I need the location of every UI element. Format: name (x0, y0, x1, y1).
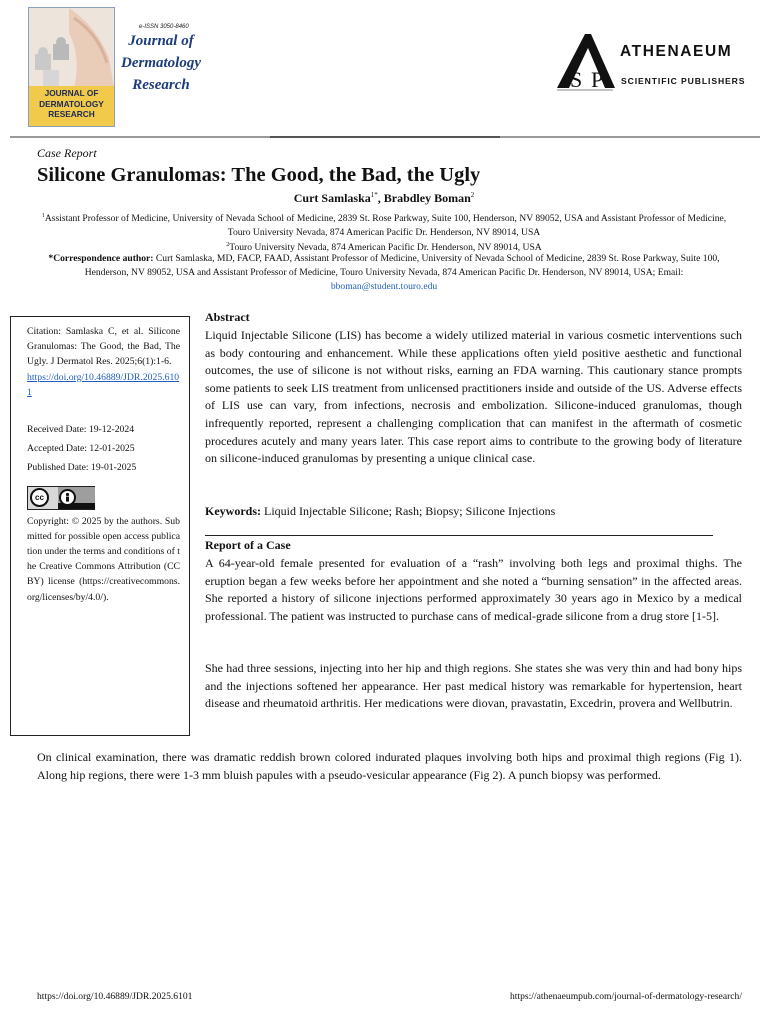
author-name: Brabdley Boman (383, 191, 471, 205)
footer-journal-url[interactable]: https://athenaeumpub.com/journal-of-dermatology-research/ (509, 991, 742, 1002)
page-header (0, 0, 768, 140)
cover-puzzle-art (29, 8, 114, 88)
cover-label (29, 86, 114, 126)
abstract-heading: Abstract (205, 310, 250, 324)
eissn-label: e-ISSN 3050-8460 (139, 24, 189, 30)
author-list (0, 191, 768, 206)
doi-link[interactable]: https://doi.org/10.46889/JDR.2025.6101 (27, 371, 180, 398)
affiliation-2-superscript: 2 (226, 242, 230, 248)
report-heading: Report of a Case (205, 538, 291, 552)
citation-sidebar (10, 316, 190, 736)
svg-text:P: P (591, 67, 604, 92)
affiliation-1-superscript: 1 (41, 213, 45, 219)
journal-title (114, 30, 208, 96)
cover-label-line-1: JOURNAL OF (44, 88, 99, 98)
cc-by-license-icon[interactable] (27, 486, 95, 510)
keywords-label: Keywords: (205, 504, 261, 518)
cover-label-line-3: RESEARCH (48, 109, 95, 119)
citation-text: Citation: Samlaska C, et al. Silicone Granulomas: The Good, the Bad, The Ugly. J Dermatol Res. 2025;6(1):1-6. (27, 326, 180, 368)
affiliation-1 (40, 209, 728, 241)
keywords-line (205, 503, 742, 521)
accepted-date: Accepted Date: 12-01-2025 (27, 443, 135, 455)
copyright-text: Copyright: © 2025 by the authors. Submitted for possible open access publication under the terms and conditions of the Creative Commons Attribution (CCBY) license (https://creativecommons.org/licenses/by/4.0/). (27, 515, 180, 603)
attribution-person-icon (59, 489, 76, 506)
abstract-text: Liquid Injectable Silicone (LIS) has become a widely utilized material in various cosmetic interventions such as body contouring and enhancement. While these applications often yield positive aesthetic and functional outcomes, the use of silicone is not without risks, earning an FDA warning. This cautionary stance prompts some patients to seek LIS treatment from unlicensed practitioners inside and outside of the US. Adverse effects of LIS use can vary, from infections, necrosis and embolization. Silicone-induced granulomas, though infrequently reported, represent a challenging complication that can manifest in the aftermath of cosmetic procedures acutely and many years later. This case report aims to contribute to the growing body of literature on silicone-induced granulomas by presenting a unique clinical case. (205, 328, 742, 466)
correspondence-block (40, 252, 728, 295)
dates-block (27, 422, 180, 476)
received-date: Received Date: 19-12-2024 (27, 424, 135, 436)
author-name: Curt Samlaska (293, 191, 371, 205)
svg-text:S: S (570, 67, 583, 92)
cover-label-line-2: DERMATOLOGY (39, 98, 104, 109)
correspondence-email-link[interactable]: bboman@student.touro.edu (330, 281, 438, 293)
correspondence-text: Curt Samlaska, MD, FACP, FAAD, Assistant Professor of Medicine, University of Nevada School of Medicine, 2839 St. Rose Parkway, Suite 100, Henderson, NV 89052, USA and Assistant Professor of Medicine, Touro University Nevada, 874 American Pacific Dr. Henderson, NV 89014, USA; Email: (84, 253, 720, 279)
author-superscript: 2 (470, 191, 475, 199)
publisher-subtitle: SCIENTIFIC PUBLISHERS (621, 76, 746, 86)
article-type: Case Report (37, 146, 97, 160)
keywords-text: Liquid Injectable Silicone; Rash; Biopsy; Silicone Injections (261, 504, 556, 518)
published-date: Published Date: 19-01-2025 (27, 462, 137, 474)
affiliation-1-text: Assistant Professor of Medicine, University of Nevada School of Medicine, 2839 St. Rose Parkway, Suite 100, Henderson, NV 89052, USA and Assistant Professor of Medicine, Touro University Nevada, 874 American Pacific Dr. Henderson, NV 89014, USA (44, 213, 727, 239)
journal-cover-image (28, 7, 115, 127)
footer-doi[interactable]: https://doi.org/10.46889/JDR.2025.6101 (37, 991, 193, 1002)
report-paragraph-2: She had three sessions, injecting into her hip and thigh regions. She states she was very thin and had bony hips and the injections softened her appearance. Her past medical history was remarkable for hypertension, heart disease and rheumatoid arthritis. Her medications were diovan, pravastatin, Excedrin, provera and Wellbutrin. (205, 661, 742, 711)
report-paragraph-3: On clinical examination, there was dramatic reddish brown colored indurated plaques involving both hips and proximal thigh regions (Fig 1). Along hip regions, there were 1-3 mm bluish papules with a pseudo-vesicular appearance (Fig 2). A punch biopsy was performed. (37, 750, 742, 782)
report-paragraph-1: A 64-year-old female presented for evaluation of a “rash” involving both legs and proximal thighs. The eruption began a few weeks before her appointment and she noted a “burning sensation” in the affected areas. She reported a history of silicone injections performed approximately 30 years ago in Mexico by a medical professional. The patient was instructed to purchase cans of medical-grade silicone from a drug store [1-5]. (205, 556, 742, 623)
article-title: Silicone Granulomas: The Good, the Bad, the Ugly (37, 164, 481, 186)
journal-title-line-1: Journal of (128, 33, 194, 49)
section-divider (205, 535, 713, 536)
cc-icon: cc (30, 488, 49, 507)
journal-title-line-3: Research (132, 77, 190, 93)
author-separator: , (377, 191, 384, 205)
publisher-name: ATHENAEUM (620, 43, 733, 60)
header-divider-accent (270, 136, 500, 138)
affiliation-2-text: Touro University Nevada, 874 American Pacific Dr. Henderson, NV 89014, USA (229, 242, 542, 254)
correspondence-label: *Correspondence author: (48, 253, 154, 264)
author-superscript: 1* (370, 191, 378, 199)
journal-title-line-2: Dermatology (121, 55, 201, 71)
